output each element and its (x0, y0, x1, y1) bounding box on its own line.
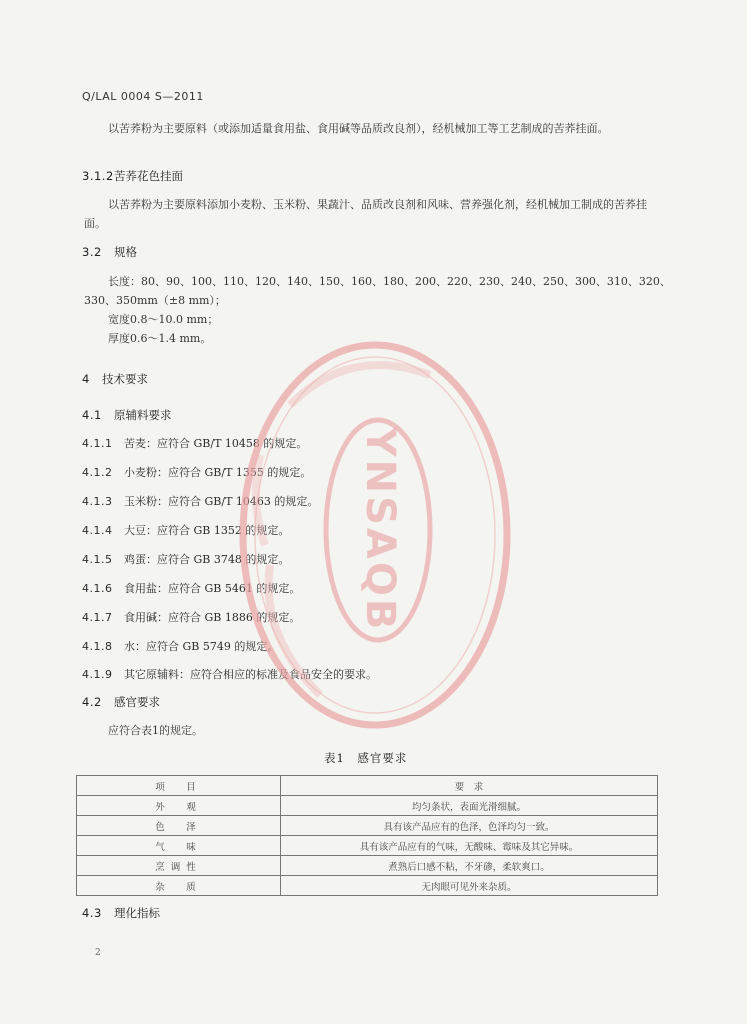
table-cell-item: 外 观 (77, 796, 281, 816)
table-row (77, 856, 658, 876)
table-row (77, 796, 658, 816)
table-cell-item: 烹调性 (77, 856, 281, 876)
table-cell-item: 杂 质 (77, 876, 281, 896)
list-item (82, 493, 318, 509)
table-header-cell: 要 求 (281, 776, 658, 796)
section-number: 4.1 (82, 408, 102, 422)
table-cell-item: 色 泽 (77, 816, 281, 836)
section-3-1-2-text: 以苦荞粉为主要原料添加小麦粉、玉米粉、果蔬汁、品质改良剂和风味、营养强化剂，经机械加工制成的苦荞挂面。 (84, 198, 647, 230)
item-number: 4.1.7 (82, 611, 113, 624)
seal-text: YNSAQB (357, 427, 403, 633)
list-item (82, 435, 307, 451)
section-4-2-text: 应符合表1的规定。 (108, 724, 203, 737)
table-cell-requirement: 具有该产品应有的气味，无酸味、霉味及其它异味。 (281, 836, 658, 856)
section-number: 4.2 (82, 695, 102, 709)
item-text: 食用盐：应符合 GB 5461 的规定。 (124, 582, 301, 595)
section-heading-4-2 (82, 694, 160, 710)
table-header-row (77, 776, 658, 796)
item-text: 鸡蛋：应符合 GB 3748 的规定。 (124, 553, 290, 566)
page-number: 2 (95, 948, 101, 958)
list-item (82, 580, 300, 596)
item-text: 玉米粉：应符合 GB/T 10463 的规定。 (124, 495, 319, 508)
item-number: 4.1.2 (82, 466, 113, 479)
item-number: 4.1.6 (82, 582, 113, 595)
table-row (77, 836, 658, 856)
item-number: 4.1.1 (82, 437, 113, 450)
item-text: 食用碱：应符合 GB 1886 的规定。 (124, 611, 301, 624)
section-heading-4-3 (82, 905, 160, 921)
item-text: 大豆：应符合 GB 1352 的规定。 (124, 524, 290, 537)
sensory-requirements-table (76, 775, 658, 896)
list-item (82, 638, 278, 654)
intro-paragraph: 以苦荞粉为主要原料（或添加适量食用盐、食用碱等品质改良剂），经机械加工等工艺制成的苦荞挂面。 (108, 122, 609, 135)
item-number: 4.1.4 (82, 524, 113, 537)
list-item (82, 551, 289, 567)
list-item (82, 666, 377, 682)
table-cell-requirement: 均匀条状，表面光滑细腻。 (281, 796, 658, 816)
section-number: 4.3 (82, 906, 102, 920)
length-spec-line-1: 长度：80、90、100、110、120、140、150、160、180、200、220、230、240、250、300、310、320、 (108, 275, 671, 288)
table-cell-item: 气 味 (77, 836, 281, 856)
table-cell-requirement: 煮熟后口感不粘，不牙碜，柔软爽口。 (281, 856, 658, 876)
table-caption: 表1 感官要求 (324, 751, 408, 765)
section-title: 原辅料要求 (114, 408, 172, 422)
table-row (77, 816, 658, 836)
item-number: 4.1.5 (82, 553, 113, 566)
list-item (82, 609, 300, 625)
table-header-cell: 项 目 (77, 776, 281, 796)
section-title: 苦荞花色挂面 (114, 169, 183, 183)
section-number: 3.1.2 (82, 169, 114, 183)
item-number: 4.1.3 (82, 495, 113, 508)
item-text: 其它原辅料：应符合相应的标准及食品安全的要求。 (124, 668, 377, 681)
section-title: 技术要求 (102, 372, 148, 386)
table-cell-requirement: 具有该产品应有的色泽，色泽均匀一致。 (281, 816, 658, 836)
section-number: 4 (82, 372, 90, 386)
item-number: 4.1.8 (82, 640, 113, 653)
length-spec-line-2: 330、350mm（±8 mm）； (84, 294, 226, 307)
section-heading-3-2 (82, 244, 137, 260)
section-number: 3.2 (82, 245, 102, 259)
section-title: 规格 (114, 245, 137, 259)
thickness-spec: 厚度0.6～1.4 mm。 (108, 332, 212, 345)
list-item (82, 464, 311, 480)
item-number: 4.1.9 (82, 668, 113, 681)
list-item (82, 522, 289, 538)
item-text: 小麦粉：应符合 GB/T 1355 的规定。 (124, 466, 312, 479)
section-heading-4 (82, 371, 148, 387)
table-cell-requirement: 无肉眼可见外来杂质。 (281, 876, 658, 896)
section-heading-3-1-2 (82, 168, 183, 184)
section-title: 理化指标 (114, 906, 160, 920)
item-text: 苦麦：应符合 GB/T 10458 的规定。 (124, 437, 308, 450)
section-heading-4-1 (82, 407, 172, 423)
width-spec: 宽度0.8～10.0 mm； (108, 313, 219, 326)
section-title: 感官要求 (114, 695, 160, 709)
table-row (77, 876, 658, 896)
document-id-header: Q/LAL 0004 S—2011 (82, 90, 204, 103)
item-text: 水：应符合 GB 5749 的规定。 (124, 640, 279, 653)
